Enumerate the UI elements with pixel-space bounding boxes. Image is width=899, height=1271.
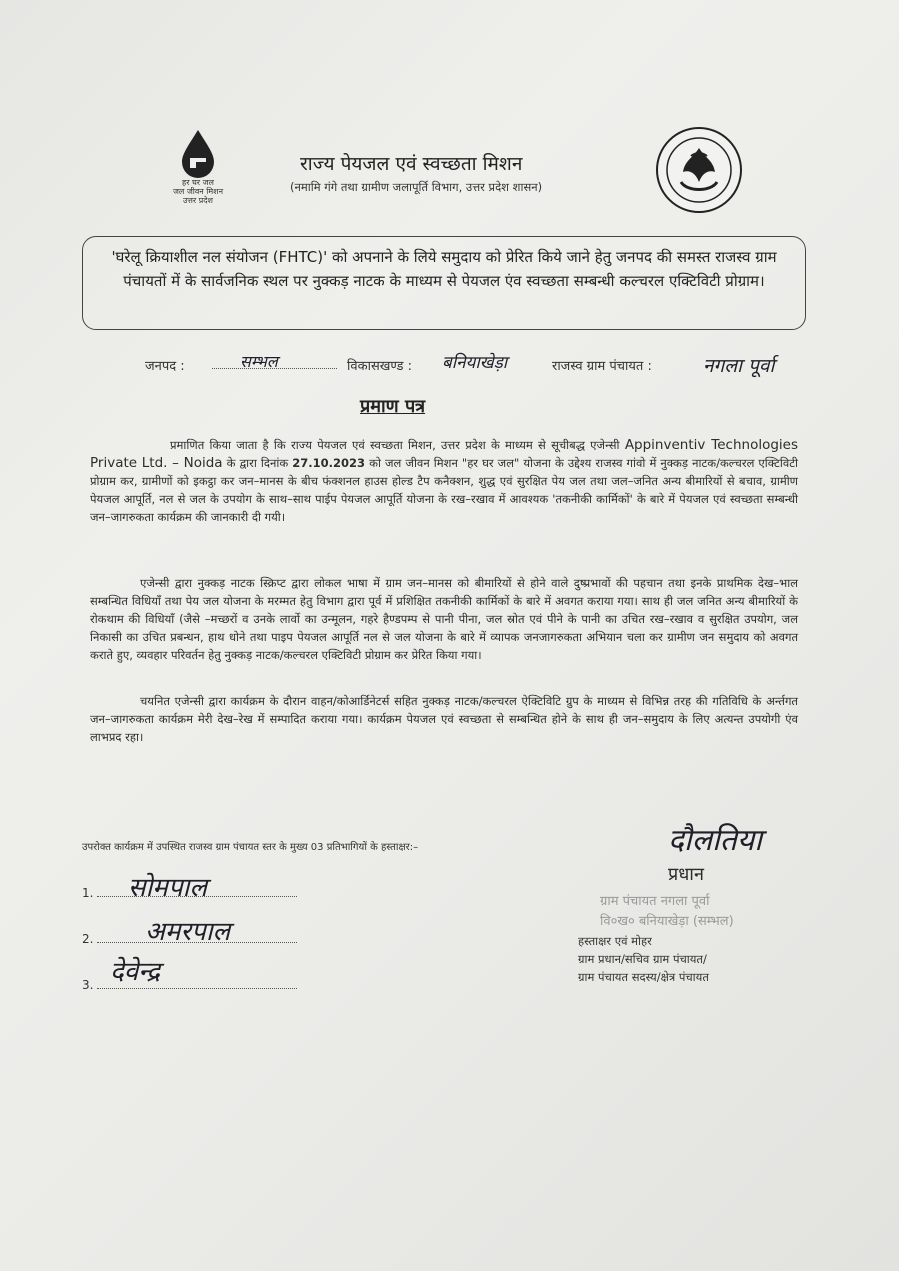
p2-body: एजेन्सी द्वारा नुक्कड़ नाटक स्क्रिप्ट द्वारा लोकल भाषा में ग्राम जन–मानस को बीमारियों से होने वाले दुष्प्रभावों की पहचान तथा इनके प्राथमिक देख–भाल सम्बन्धित विधियाँ तथा पेय जल योजना के मरम्मत हेतु विभाग द्वारा पूर्व में प्रशिक्षित तकनीकी कार्मिकों के बारे में अवगत कराया गया। साथ ही जल जनित अन्य बीमारियों के रोकथाम की विधियाँ (जैसे –मच्छरों व उनके लार्वो का उन्मूलन, गहरे हैण्डपम्प से पानी पीना, जल स्रोत एवं पीने के पानी का उचित रख–रखाव व सुरक्षित उपयोग, जल निकासी का उचित प्रबन्धन, हाथ धोने तथा पाइप पेयजल आपूर्ति नल से जल योजना के बारे में व्यापक जनजागरुकता अभियान चला कर ग्रामीण जन समुदाय को अवगत कराते हुए, व्यवहार परिवर्तन हेतु नुक्कड़ नाटक/कल्चरल एक्टिविटी प्रोग्राम कर प्रेरित किया गया। (90, 576, 798, 662)
role-line: ग्राम पंचायत सदस्य/क्षेत्र पंचायत (578, 970, 709, 984)
janpad-label: जनपद : (145, 359, 185, 374)
p1-body: को जल जीवन मिशन "हर घर जल" योजना के उद्देश्य राजस्व गांवो में नुक्कड़ नाटक/कल्चरल एक्टिविटी प्रोग्राम कर, ग्रामीणों को इकट्ठा कर जन–मानस के बीच फंक्शनल हाउस होल्ड टैप कनैक्शन, शुद्ध एवं सुरक्षित पेय जल तथा जल–जनित अन्य बीमारियों से बचाव, ग्रामीण पेयजल आपूर्ति, नल से जल के उपयोग के साथ–साथ पाईप पेयजल आपूर्ति योजना के रख–रखाव में आवश्यक 'तकनीकी कार्मिकों' के बारे में पेयजल एवं स्वच्छता सम्बन्धी जन–जागरुकता कार्यक्रम की जानकारी दी गयी। (90, 456, 798, 524)
vikaskhand-label: विकासखण्ड : (347, 359, 413, 374)
program-date: 27.10.2023 (292, 456, 366, 470)
p3-body: चयनित एजेन्सी द्वारा कार्यक्रम के दौरान वाहन/कोआर्डिनेटर्स सहित नुक्कड़ नाटक/कल्चरल ऐक्टिविटि ग्रुप के माध्यम से विभिन्न तरह की गतिविधि के अर्न्तगत जन–जागरुकता कार्यक्रम मेरी देख–रेख में सम्पादित कराया गया। कार्यक्रम पेयजल एवं स्वच्छता से सम्बन्धित होने के साथ ही जन–समुदाय के लिए अत्यन्त उपयोगी एंव लाभप्रद रहा। (90, 694, 798, 744)
seal-label: हस्ताक्षर एवं मोहर (578, 934, 652, 948)
logo-line: उत्तर प्रदेश (183, 196, 213, 205)
logo-line: जल जीवन मिशन (172, 187, 224, 196)
p1-intro: प्रमाणित किया जाता है कि राज्य पेयजल एवं स्वच्छता मिशन, उत्तर प्रदेश के माध्यम से सूचीबद्ध एजेन्सी (170, 438, 620, 452)
gram-panchayat-value: नगला पूर्वा (703, 355, 775, 377)
up-government-seal (655, 126, 743, 214)
attendee-signature: देवेन्द्र (110, 957, 161, 987)
emblem-icon (655, 126, 743, 214)
mission-title: राज्य पेयजल एवं स्वच्छता मिशन (300, 153, 523, 175)
attendee-number: 2. (82, 932, 94, 946)
gram-panchayat-stamp (600, 892, 734, 932)
logo-line: हर घर जल (182, 178, 214, 187)
janpad-value: सम्भल (240, 352, 278, 371)
stamp-line: ग्राम पंचायत नगला पूर्वा (600, 894, 710, 909)
paragraph-2 (90, 574, 798, 664)
vikaskhand-value: बनियाखेड़ा (442, 353, 508, 373)
har-ghar-jal-logo (158, 128, 238, 208)
signature-line (97, 988, 297, 989)
attendee-number: 1. (82, 886, 94, 900)
gram-panchayat-label: राजस्व ग्राम पंचायत : (552, 359, 652, 374)
pradhan-signature: दौलतिया (668, 823, 763, 858)
attendee-number: 3. (82, 978, 94, 992)
banner-text: 'घरेलू क्रियाशील नल संयोजन (FHTC)' को अपनाने के लिये समुदाय को प्रेरित किये जाने हेतु जनपद की समस्त राजस्व ग्राम पंचायतों में के सार्वजनिक स्थल पर नुक्कड़ नाटक के माध्यम से पेयजल एंव स्वच्छता सम्बन्धी कल्चरल एक्टिविटी प्रोग्राम। (111, 248, 777, 290)
role-line: ग्राम प्रधान/सचिव ग्राम पंचायत/ (578, 952, 707, 966)
p1-date-label: के द्वारा दिनांक (226, 456, 289, 470)
paragraph-3 (90, 692, 798, 746)
attendee-signature: अमरपाल (145, 917, 231, 947)
pradhan-label: प्रधान (668, 864, 704, 885)
seal-block (578, 932, 709, 986)
stamp-line: वि०ख० बनियाखेड़ा (सम्भल) (600, 914, 734, 929)
agency-name: Appinventiv Technologies Private Ltd. – Noida (90, 437, 799, 471)
water-drop-icon (178, 128, 218, 178)
paragraph-1 (90, 436, 798, 526)
certificate-title: प्रमाण पत्र (360, 396, 426, 417)
attendee-signature: सोमपाल (128, 873, 207, 903)
mission-subtitle: (नमामि गंगे तथा ग्रामीण जलापूर्ति विभाग, उत्तर प्रदेश शासन) (290, 180, 543, 194)
program-banner (82, 236, 806, 330)
attendees-label: उपरोक्त कार्यक्रम में उपस्थित राजस्व ग्राम पंचायत स्तर के मुख्य 03 प्रतिभागियों के हस्ताक्षर:– (82, 842, 419, 853)
